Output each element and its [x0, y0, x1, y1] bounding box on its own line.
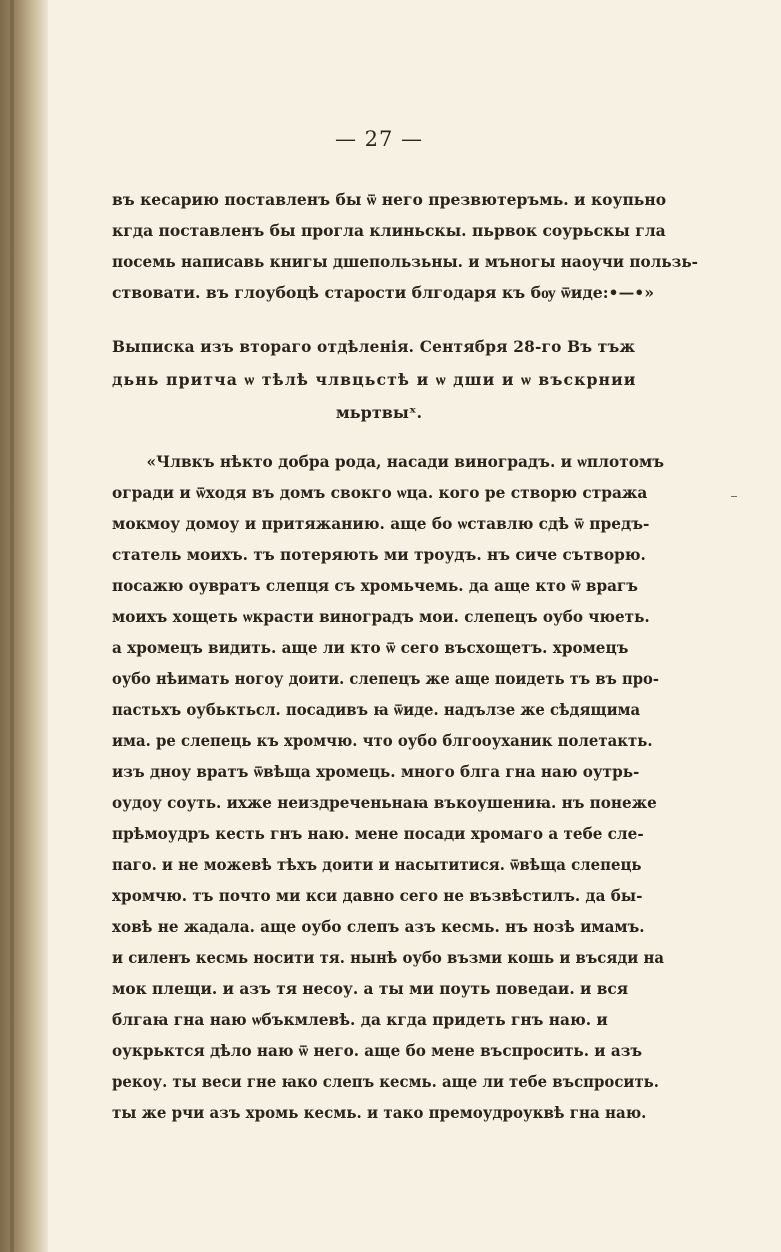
text-line: ховѣ не жадала. аще оубо слепъ азъ кесмь. нъ нозѣ имамъ.	[112, 917, 645, 936]
text-line: рекоу. ты веси гне ꙗко слепъ кесмь. аще ли тебе въспросить.	[112, 1072, 659, 1091]
text-line: оубо нѣимать ногоу доити. слепецъ же аще поидеть тъ въ про-	[112, 669, 659, 688]
text-line: огради и ѿходя въ домъ свокго ѡца. кого ре створю стража	[112, 483, 648, 502]
heading-line: Выписка изъ втораго отдѣленія. Сентября 28-го Въ тъж	[112, 337, 636, 356]
paragraph-2	[112, 446, 665, 1128]
book-gutter	[0, 0, 48, 1252]
text-line: мокмоу домоу и притяжанию. аще бо ѡставлю сдѣ ѿ предъ-	[112, 514, 650, 533]
text-line: статель моихъ. тъ потеряють ми троудъ. нъ сиче сътворю.	[112, 545, 646, 564]
text-line: пастьхъ оубьктьсл. посадивъ ꙗ ѿиде. надълзе же сѣдящима	[112, 700, 641, 719]
text-line: въ кесарию поставленъ бы ѿ него презвютеръмь. и коупьно	[112, 190, 667, 209]
text-line: паго. и не можевѣ тѣхъ доити и насытитися. ѿвѣща слепець	[112, 855, 642, 874]
text-line: има. ре слепець къ хромчю. что оубо блгооуханик полетакть.	[112, 731, 653, 750]
text-line: мок плещи. и азъ тя несоу. а ты ми поуть поведаи. и вся	[112, 979, 629, 998]
paragraph-gap	[112, 308, 646, 330]
text-line: кгда поставленъ бы прогла клиньскы. пьрвок соурьскы гла	[112, 221, 666, 240]
margin-mark	[731, 496, 737, 497]
paragraph-gap	[112, 429, 646, 446]
page-number: — 27 —	[334, 127, 424, 151]
text-line: «Члвкъ нѣкто добра рода, насади виноградъ. и ѡплотомъ	[146, 452, 665, 471]
heading-line: мьртвыˣ.	[335, 403, 423, 422]
text-line: ствовати. въ глоубоцѣ старости блгодаря къ бѹ ѿиде:•—•»	[112, 283, 655, 302]
text-line: а хромецъ видить. аще ли кто ѿ сего въсхощетъ. хромецъ	[112, 638, 629, 657]
text-line: прѣмоудръ кесть гнъ наю. мене посади хромаго а тебе сле-	[112, 824, 644, 843]
page-content	[112, 126, 698, 1128]
text-line: блгаꙗ гна наю ѡбъкмлевѣ. да кгда придеть гнъ наю. и	[112, 1010, 608, 1029]
text-line: посажю оувратъ слепця съ хромьчемь. да аще кто ѿ врагъ	[112, 576, 638, 595]
paragraph-1	[112, 184, 698, 308]
text-line: моихъ хощеть ѡкрасти виноградъ мои. слепецъ оубо чюеть.	[112, 607, 650, 626]
section-heading	[112, 330, 646, 429]
text-line: оудоу соуть. ихже неиздреченьнаꙗ въкоушениꙗ. нъ понеже	[112, 793, 657, 812]
text-line: посемь написавь книгы дшепользьны. и мъногы наоучи пользь-	[112, 252, 698, 271]
text-line: оукрьктся дѣло наю ѿ него. аще бо мене въспросить. и азъ	[112, 1041, 643, 1060]
text-line: и силенъ кесмь носити тя. нынѣ оубо възми кошь и въсяди на	[112, 948, 665, 967]
text-line: хромчю. тъ почто ми кси давно сего не възвѣстилъ. да бы-	[112, 886, 643, 905]
text-line: ты же рчи азъ хромь кесмь. и тако премоудроуквѣ гна наю.	[112, 1103, 647, 1122]
text-line: изъ дноу вратъ ѿвѣща хромець. много блга гна наю оутрь-	[112, 762, 640, 781]
heading-line: дьнь притча ѡ тѣлѣ члвцьстѣ и ѡ дши и ѡ въскрнии	[112, 370, 637, 389]
